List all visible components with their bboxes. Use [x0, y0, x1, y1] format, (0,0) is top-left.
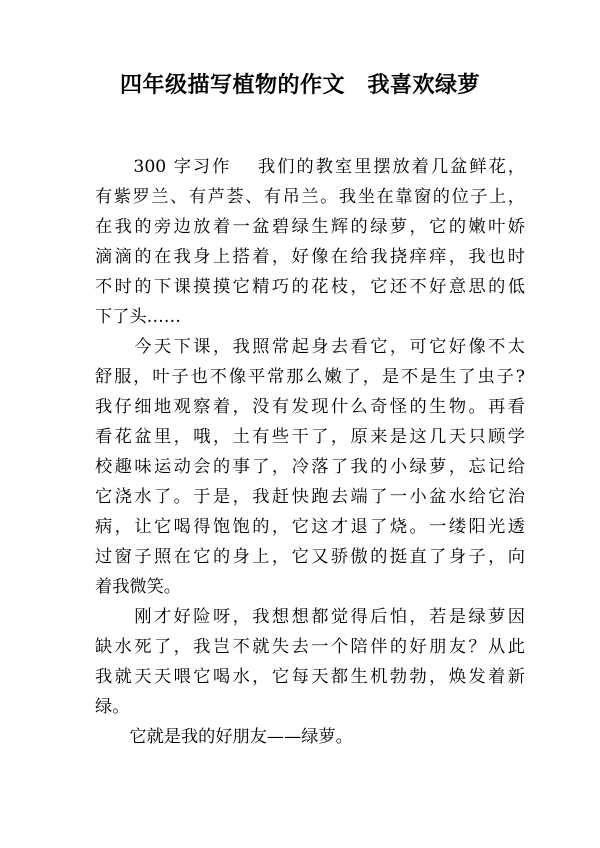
text-line: 病，让它喝得饱饱的，它这才退了烧。一缕阳光透 [95, 517, 525, 537]
text-line: 着我微笑。 [95, 577, 181, 597]
text-line: 校趣味运动会的事了，冷落了我的小绿萝，忘记给 [95, 457, 525, 477]
text-line: 滴滴的在我身上搭着，好像在给我挠痒痒，我也时 [95, 247, 525, 267]
text-line: 有紫罗兰、有芦荟、有吊兰。我坐在靠窗的位子上， [95, 187, 525, 207]
text-line: 300 字习作 我们的教室里摆放着几盆鲜花， [95, 157, 525, 177]
paragraph-1 [95, 152, 525, 332]
paragraph-4 [95, 722, 525, 752]
text-line: 在我的旁边放着一盆碧绿生辉的绿萝，它的嫩叶娇 [95, 217, 525, 237]
text-line: 舒服，叶子也不像平常那么嫩了，是不是生了虫子? [95, 367, 525, 387]
text-line: 不时的下课摸摸它精巧的花枝，它还不好意思的低 [95, 277, 525, 297]
text-line: 缺水死了，我岂不就失去一个陪伴的好朋友？从此 [95, 637, 525, 657]
text-line: 看花盆里，哦，土有些干了，原来是这几天只顾学 [95, 427, 525, 447]
text-line: 我仔细地观察着，没有发现什么奇怪的生物。再看 [95, 397, 525, 417]
text-line: 刚才好险呀，我想想都觉得后怕，若是绿萝因 [95, 607, 525, 627]
text-line: 它就是我的好朋友——绿萝。 [95, 727, 353, 747]
text-line: 它浇水了。于是，我赶快跑去端了一小盆水给它治 [95, 487, 525, 507]
paragraph-2 [95, 332, 525, 602]
text-line: 下了头…… [95, 307, 181, 327]
text-line: 绿。 [95, 697, 130, 717]
text-line: 过窗子照在它的身上，它又骄傲的挺直了身子，向 [95, 547, 525, 567]
text-line: 今天下课，我照常起身去看它，可它好像不太 [95, 337, 525, 357]
document-body [95, 152, 525, 752]
paragraph-3 [95, 602, 525, 722]
text-line: 我就天天喂它喝水，它每天都生机勃勃，焕发着新 [95, 667, 525, 687]
document-title: 四年级描写植物的作文 我喜欢绿萝 [119, 73, 480, 98]
